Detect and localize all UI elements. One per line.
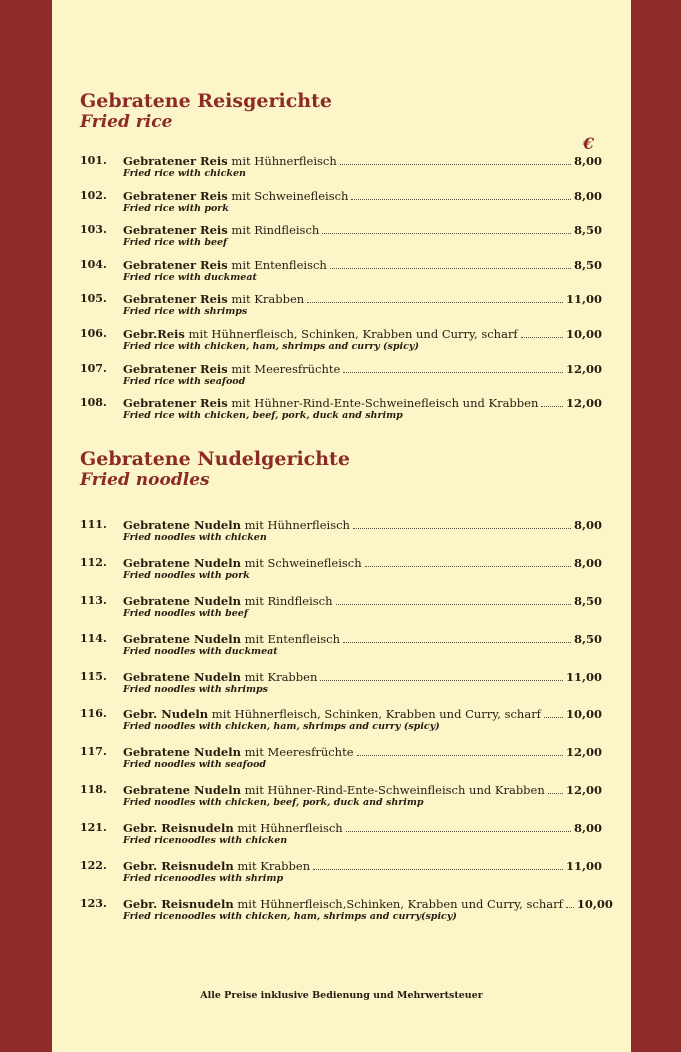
item-number: 106. xyxy=(80,326,107,340)
item-number: 111. xyxy=(80,518,107,531)
item-english-name: Fried rice with chicken, ham, shrimps and curry (spicy) xyxy=(123,340,419,352)
menu-item xyxy=(80,783,602,821)
item-name xyxy=(123,632,340,646)
item-english-name: Fried noodles with shrimps xyxy=(123,683,269,695)
menu-item xyxy=(80,258,602,293)
item-english-name: Fried rice with duckmeat xyxy=(123,271,257,283)
item-name xyxy=(123,362,340,376)
item-price: 8,50 xyxy=(573,593,602,608)
item-name-rest: mit Krabben xyxy=(233,859,311,874)
item-number: 112. xyxy=(80,555,107,569)
item-english-name: Fried noodles with chicken, ham, shrimps and curry (spicy) xyxy=(123,721,440,733)
item-english-name: Fried rice with shrimps xyxy=(123,306,248,318)
item-line xyxy=(123,896,613,911)
item-number: 108. xyxy=(80,396,107,410)
item-name xyxy=(123,189,348,203)
price-footnote: Alle Preise inklusive Bedienung und Mehrwertsteuer xyxy=(200,990,483,1001)
menu-item xyxy=(80,594,602,632)
dot-leader xyxy=(541,397,563,407)
item-name-rest: mit Hühnerfleisch xyxy=(240,518,350,532)
item-line xyxy=(123,327,602,341)
item-name-bold: Gebratener Reis xyxy=(123,257,228,272)
item-price: 11,00 xyxy=(565,859,602,874)
item-line xyxy=(123,223,602,237)
item-name-bold: Gebratene Nudeln xyxy=(123,631,241,646)
menu-page xyxy=(52,0,631,1052)
item-name xyxy=(123,707,541,721)
item-number: 122. xyxy=(80,859,107,873)
item-name-rest: mit Hühner-Rind-Ente-Schweinfleisch und Krabben xyxy=(240,783,545,798)
item-name-rest: mit Hühnerfleisch xyxy=(233,821,343,836)
item-price: 8,00 xyxy=(573,154,602,168)
item-english-name: Fried ricenoodles with chicken, ham, shrimps and curry(spicy) xyxy=(123,910,457,922)
item-price: 8,00 xyxy=(573,555,602,570)
item-number: 118. xyxy=(80,783,107,797)
item-english-name: Fried noodles with duckmeat xyxy=(123,645,278,657)
item-price: 8,50 xyxy=(573,223,602,238)
item-number: 104. xyxy=(80,257,107,271)
item-line xyxy=(123,783,602,797)
dot-leader xyxy=(340,155,571,165)
item-name-bold: Gebratene Nudeln xyxy=(123,593,241,608)
item-line xyxy=(123,292,602,306)
dot-leader xyxy=(320,671,563,681)
item-price: 11,00 xyxy=(565,669,602,684)
item-number: 117. xyxy=(80,745,107,759)
item-name-bold: Gebratener Reis xyxy=(123,223,228,238)
item-name xyxy=(123,223,319,237)
item-name-rest: mit Krabben xyxy=(240,669,318,684)
item-name xyxy=(123,821,343,835)
dot-leader xyxy=(322,224,571,234)
item-name-rest: mit Krabben xyxy=(227,292,305,307)
item-line xyxy=(123,362,602,376)
menu-item xyxy=(80,396,602,431)
item-name-bold: Gebratene Nudeln xyxy=(123,669,241,684)
menu-item xyxy=(80,292,602,327)
item-name xyxy=(123,396,538,410)
item-number: 107. xyxy=(80,361,107,375)
item-line xyxy=(123,859,602,873)
item-price: 12,00 xyxy=(565,361,602,376)
item-english-name: Fried rice with pork xyxy=(123,202,229,214)
item-line xyxy=(123,632,602,646)
item-english-name: Fried rice with beef xyxy=(123,237,228,249)
dot-leader xyxy=(343,363,563,373)
menu-item xyxy=(80,223,602,258)
item-name-bold: Gebratener Reis xyxy=(123,154,228,168)
item-name-bold: Gebr. Nudeln xyxy=(123,707,209,722)
item-english-name: Fried rice with chicken, beef, pork, duck and shrimp xyxy=(123,410,403,422)
item-name-bold: Gebratene Nudeln xyxy=(123,518,241,532)
dot-leader xyxy=(343,633,571,643)
item-number: 121. xyxy=(80,821,107,835)
item-english-name: Fried rice with seafood xyxy=(123,375,246,387)
item-english-name: Fried ricenoodles with shrimp xyxy=(123,873,284,885)
item-name-bold: Gebr. Reisnudeln xyxy=(123,896,234,911)
dot-leader xyxy=(307,293,563,303)
menu-item xyxy=(80,362,602,397)
item-name-bold: Gebratener Reis xyxy=(123,292,228,307)
item-name-bold: Gebr. Reisnudeln xyxy=(123,821,234,836)
fried-noodles-section xyxy=(80,448,613,922)
item-name xyxy=(123,897,563,911)
item-number: 115. xyxy=(80,669,107,683)
item-line xyxy=(123,518,602,532)
item-english-name: Fried ricenoodles with chicken xyxy=(123,835,288,847)
item-name-bold: Gebr. Reisnudeln xyxy=(123,859,234,874)
item-number: 103. xyxy=(80,223,107,237)
item-line xyxy=(123,821,602,835)
fried-rice-section xyxy=(80,90,602,422)
rice-item-list xyxy=(80,154,602,431)
item-line xyxy=(123,594,602,608)
dot-leader xyxy=(365,557,571,567)
item-english-name: Fried rice with chicken xyxy=(123,168,246,179)
item-name xyxy=(123,154,337,168)
item-number: 102. xyxy=(80,188,107,202)
item-name-rest: mit Schweinefleisch xyxy=(240,555,362,570)
item-name xyxy=(123,518,350,532)
dot-leader xyxy=(566,898,574,908)
item-line xyxy=(123,154,602,168)
dot-leader xyxy=(351,190,571,200)
item-name-rest: mit Rindfleisch xyxy=(227,223,320,238)
item-name xyxy=(123,670,317,684)
item-line xyxy=(123,707,602,721)
item-price: 12,00 xyxy=(565,745,602,760)
menu-item xyxy=(80,670,602,708)
item-price: 8,50 xyxy=(573,257,602,272)
dot-leader xyxy=(521,328,563,338)
item-price: 10,00 xyxy=(576,896,613,911)
menu-item xyxy=(80,154,602,189)
item-name-rest: mit Hühnerfleisch, Schinken, Krabben und Curry, scharf xyxy=(184,326,518,341)
item-name xyxy=(123,556,362,570)
item-price: 8,50 xyxy=(573,631,602,646)
item-name-bold: Gebratene Nudeln xyxy=(123,783,241,798)
dot-leader xyxy=(330,259,571,269)
noodle-item-list xyxy=(80,518,613,935)
item-name xyxy=(123,327,518,341)
item-line xyxy=(123,670,602,684)
dot-leader xyxy=(544,708,563,718)
menu-item xyxy=(80,556,602,594)
section-title-de: Gebratene Reisgerichte xyxy=(80,90,332,112)
item-name-rest: mit Hühnerfleisch,Schinken, Krabben und Curry, scharf xyxy=(233,896,563,911)
section-title-de: Gebratene Nudelgerichte xyxy=(80,448,350,470)
item-english-name: Fried noodles with chicken, beef, pork, duck and shrimp xyxy=(123,797,424,809)
item-name xyxy=(123,745,354,759)
item-number: 113. xyxy=(80,593,107,607)
item-price: 8,00 xyxy=(573,518,602,532)
item-name-bold: Gebratener Reis xyxy=(123,361,228,376)
item-name xyxy=(123,859,310,873)
menu-item xyxy=(80,518,602,556)
item-name xyxy=(123,594,333,608)
menu-item xyxy=(80,745,602,783)
item-name-rest: mit Hühner-Rind-Ente-Schweinefleisch und Krabben xyxy=(227,396,539,411)
menu-item xyxy=(80,707,602,745)
item-name-rest: mit Entenfleisch xyxy=(240,631,341,646)
item-line xyxy=(123,189,602,203)
item-name-rest: mit Entenfleisch xyxy=(227,257,327,272)
dot-leader xyxy=(313,860,563,870)
dot-leader xyxy=(357,746,563,756)
menu-item xyxy=(80,632,602,670)
item-number: 116. xyxy=(80,707,107,721)
item-number: 105. xyxy=(80,292,107,306)
item-english-name: Fried noodles with seafood xyxy=(123,759,267,771)
item-english-name: Fried noodles with beef xyxy=(123,607,248,619)
item-name-rest: mit Schweinefleisch xyxy=(227,188,349,203)
item-name-rest: mit Hühnerfleisch xyxy=(227,154,337,168)
item-line xyxy=(123,556,602,570)
item-name-rest: mit Hühnerfleisch, Schinken, Krabben und Curry, scharf xyxy=(208,707,541,722)
item-name-rest: mit Meeresfrüchte xyxy=(240,745,354,760)
item-name xyxy=(123,783,545,797)
item-name-rest: mit Rindfleisch xyxy=(240,593,333,608)
item-price: 8,00 xyxy=(573,821,602,836)
item-name xyxy=(123,258,327,272)
currency-symbol: € xyxy=(582,134,594,153)
item-price: 10,00 xyxy=(565,707,602,722)
item-price: 12,00 xyxy=(565,783,602,798)
item-number: 114. xyxy=(80,631,107,645)
item-name xyxy=(123,292,304,306)
menu-item xyxy=(80,821,602,859)
dot-leader xyxy=(353,519,571,529)
item-name-bold: Gebratene Nudeln xyxy=(123,555,241,570)
item-price: 12,00 xyxy=(565,396,602,411)
item-price: 8,00 xyxy=(573,188,602,203)
dot-leader xyxy=(548,784,563,794)
item-number: 101. xyxy=(80,154,107,167)
section-title-en: Fried noodles xyxy=(80,470,210,490)
item-price: 10,00 xyxy=(565,326,602,341)
item-name-bold: Gebratene Nudeln xyxy=(123,745,241,760)
item-line xyxy=(123,745,602,759)
item-line xyxy=(123,396,602,410)
dot-leader xyxy=(346,822,571,832)
item-name-bold: Gebratener Reis xyxy=(123,396,228,411)
item-name-bold: Gebr.Reis xyxy=(123,326,185,341)
menu-item xyxy=(80,189,602,224)
item-english-name: Fried noodles with chicken xyxy=(123,532,267,543)
menu-item xyxy=(80,859,602,897)
dot-leader xyxy=(336,595,571,605)
item-number: 123. xyxy=(80,896,107,910)
item-name-bold: Gebratener Reis xyxy=(123,188,228,203)
section-title-en: Fried rice xyxy=(80,112,173,132)
item-name-rest: mit Meeresfrüchte xyxy=(227,361,341,376)
item-english-name: Fried noodles with pork xyxy=(123,569,250,581)
item-line xyxy=(123,258,602,272)
item-price: 11,00 xyxy=(565,292,602,307)
menu-item xyxy=(80,327,602,362)
menu-item xyxy=(80,896,613,935)
